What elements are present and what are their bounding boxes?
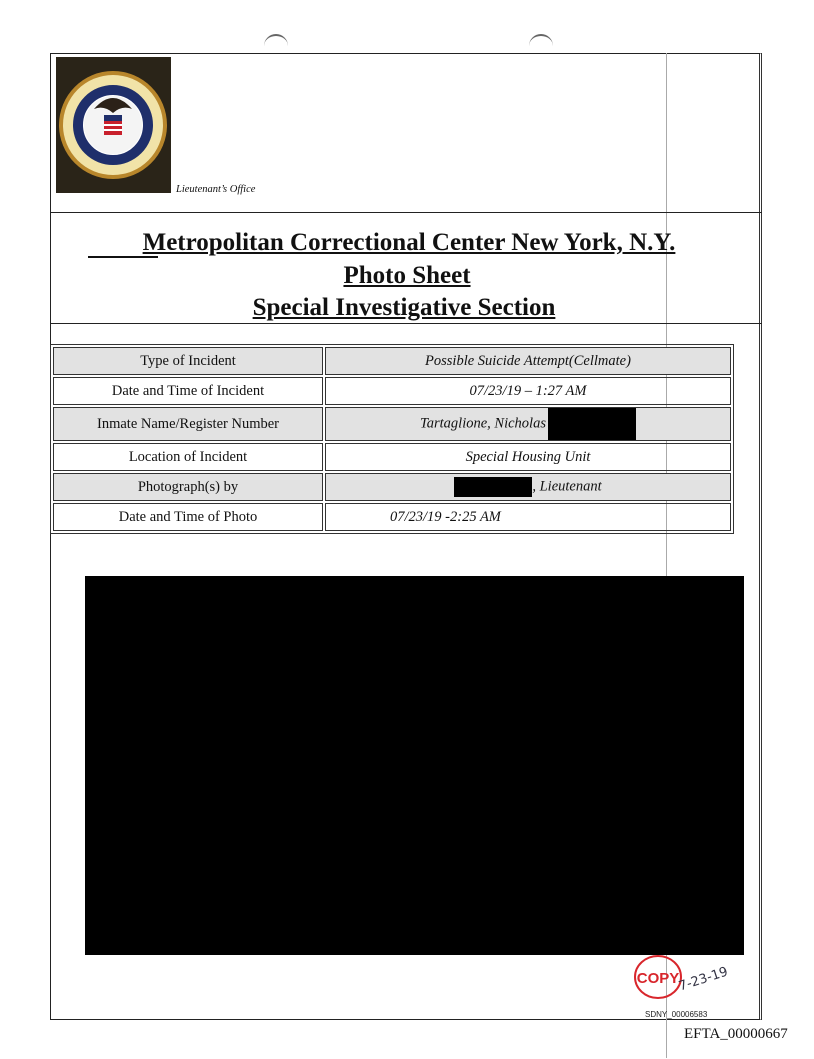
table-row [53, 347, 731, 375]
table-row [53, 503, 731, 531]
row-label: Inmate Name/Register Number [53, 407, 323, 441]
inmate-name: Tartaglione, Nicholas [420, 415, 546, 432]
table-row [53, 407, 731, 441]
bates-number: EFTA_00000667 [684, 1026, 788, 1042]
row-label: Photograph(s) by [53, 473, 323, 501]
title-divider [50, 323, 762, 324]
stamp-text: COPY [636, 970, 680, 987]
row-label: Location of Incident [53, 443, 323, 471]
row-value: 07/23/19 -2:25 AM [325, 503, 731, 531]
header-divider [50, 212, 762, 213]
redacted-photo [85, 576, 744, 955]
row-label: Date and Time of Incident [53, 377, 323, 405]
office-label: Lieutenant’s Office [176, 184, 256, 195]
copy-stamp [632, 953, 684, 1001]
section-title: Special Investigative Section [252, 294, 556, 321]
row-value: Possible Suicide Attempt(Cellmate) [325, 347, 731, 375]
bates-number-small: SDNY_00006583 [645, 1010, 708, 1019]
facility-title-text: Metropolitan Correctional Center New York, N.Y. [142, 229, 676, 256]
handwritten-date: 7-23-19 [676, 964, 730, 995]
row-label: Type of Incident [53, 347, 323, 375]
incident-info-table [50, 344, 734, 534]
doj-seal-logo [56, 57, 171, 193]
row-value-cell [325, 407, 731, 441]
facility-title [86, 229, 732, 257]
row-label: Date and Time of Photo [53, 503, 323, 531]
row-value: 07/23/19 – 1:27 AM [325, 377, 731, 405]
table-row [53, 473, 731, 501]
table-row [53, 377, 731, 405]
row-value-cell [325, 473, 731, 501]
sheet-title: Photo Sheet [343, 262, 471, 289]
redaction-box [548, 408, 636, 440]
table-row [53, 443, 731, 471]
redaction-box [454, 477, 532, 497]
photographer-title: , Lieutenant [532, 478, 602, 495]
row-value: Special Housing Unit [325, 443, 731, 471]
